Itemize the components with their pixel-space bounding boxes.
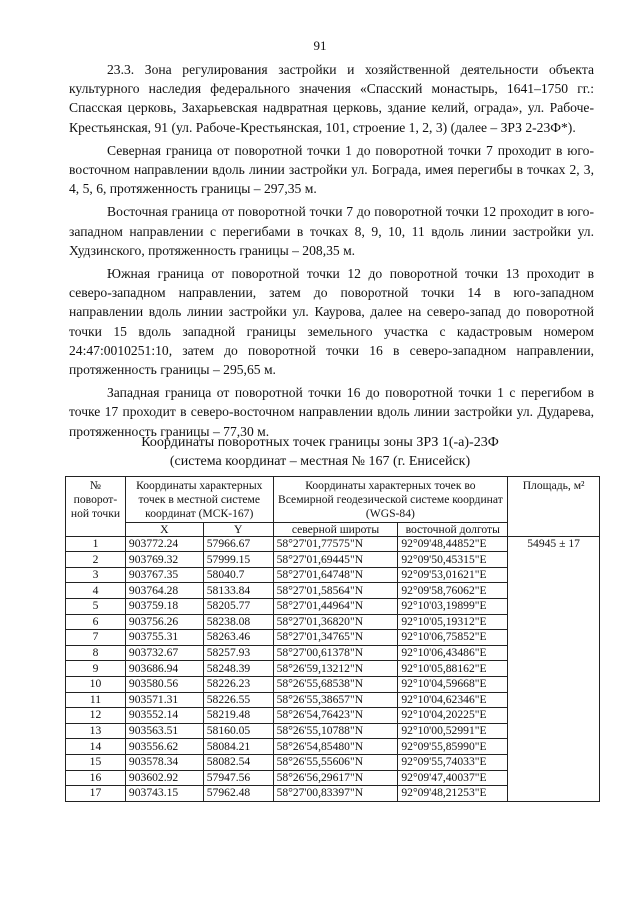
cell-longitude: 92°09'50,45315"E xyxy=(398,552,508,568)
cell-x: 903767.35 xyxy=(125,567,203,583)
cell-latitude: 58°27'01,77575"N xyxy=(273,536,398,552)
cell-latitude: 58°27'00,83397"N xyxy=(273,786,398,802)
cell-longitude: 92°10'06,75852"E xyxy=(398,630,508,646)
cell-longitude: 92°10'06,43486"E xyxy=(398,645,508,661)
cell-longitude: 92°09'55,85990"E xyxy=(398,739,508,755)
cell-point: 14 xyxy=(66,739,126,755)
cell-y: 57999.15 xyxy=(203,552,273,568)
paragraph-north-border: Северная граница от поворотной точки 1 до поворотной точки 7 проходит в юго-восточном направлении вдоль линии застройки ул. Бограда, имея перегибы в точках 2, 3, 4, 5, 6, протяженность границы – 297,35 м. xyxy=(69,142,594,197)
caption-line-1: Координаты поворотных точек границы зоны ЗРЗ 1(-а)-23Ф xyxy=(141,435,499,450)
cell-x: 903755.31 xyxy=(125,630,203,646)
header-wgs-coordinates: Координаты характерных точек во Всемирной геодезической системе координат (WGS-84) xyxy=(273,477,508,523)
cell-longitude: 92°10'05,88162"E xyxy=(398,661,508,677)
cell-latitude: 58°26'56,29617"N xyxy=(273,770,398,786)
cell-area: 54945 ± 17 xyxy=(508,536,600,801)
cell-latitude: 58°26'54,85480"N xyxy=(273,739,398,755)
cell-point: 10 xyxy=(66,676,126,692)
header-x: X xyxy=(125,522,203,536)
cell-point: 3 xyxy=(66,567,126,583)
cell-point: 7 xyxy=(66,630,126,646)
cell-latitude: 58°27'01,44964"N xyxy=(273,598,398,614)
cell-longitude: 92°09'55,74033"E xyxy=(398,754,508,770)
paragraph-south-border: Южная граница от поворотной точки 12 до поворотной точки 13 проходит в северо-западном направлении, затем до поворотной точки 14 в юго-западном направлении вдоль линии застройки ул. Каурова, далее на северо-запад до поворотной точки 15 вдоль западной границы земельного участка с кадастровым номером 24:47:0010251:10, затем до поворотной точки 16 в северо-западном направлении, протяженность границы – 295,65 м. xyxy=(69,266,594,378)
cell-point: 8 xyxy=(66,645,126,661)
cell-latitude: 58°26'55,10788"N xyxy=(273,723,398,739)
cell-x: 903556.62 xyxy=(125,739,203,755)
cell-y: 58082.54 xyxy=(203,754,273,770)
cell-point: 11 xyxy=(66,692,126,708)
cell-x: 903756.26 xyxy=(125,614,203,630)
cell-latitude: 58°27'01,69445"N xyxy=(273,552,398,568)
cell-latitude: 58°26'54,76423"N xyxy=(273,708,398,724)
cell-latitude: 58°27'01,36820"N xyxy=(273,614,398,630)
cell-latitude: 58°26'55,68538"N xyxy=(273,676,398,692)
header-latitude: северной широты xyxy=(273,522,398,536)
cell-y: 58040.7 xyxy=(203,567,273,583)
cell-latitude: 58°27'00,61378"N xyxy=(273,645,398,661)
cell-x: 903772.24 xyxy=(125,536,203,552)
cell-y: 58238.08 xyxy=(203,614,273,630)
page-number: 91 xyxy=(313,38,327,53)
cell-x: 903563.51 xyxy=(125,723,203,739)
cell-longitude: 92°09'58,76062"E xyxy=(398,583,508,599)
cell-x: 903732.67 xyxy=(125,645,203,661)
cell-point: 17 xyxy=(66,786,126,802)
cell-x: 903686.94 xyxy=(125,661,203,677)
cell-point: 6 xyxy=(66,614,126,630)
cell-y: 58084.21 xyxy=(203,739,273,755)
cell-latitude: 58°26'55,55606"N xyxy=(273,754,398,770)
cell-y: 58263.46 xyxy=(203,630,273,646)
cell-x: 903743.15 xyxy=(125,786,203,802)
cell-point: 9 xyxy=(66,661,126,677)
header-y: Y xyxy=(203,522,273,536)
cell-x: 903580.56 xyxy=(125,676,203,692)
cell-point: 12 xyxy=(66,708,126,724)
cell-y: 58133.84 xyxy=(203,583,273,599)
cell-x: 903571.31 xyxy=(125,692,203,708)
cell-longitude: 92°10'05,19312"E xyxy=(398,614,508,630)
cell-latitude: 58°26'55,38657"N xyxy=(273,692,398,708)
cell-y: 58257.93 xyxy=(203,645,273,661)
cell-latitude: 58°26'59,13212"N xyxy=(273,661,398,677)
cell-x: 903769.32 xyxy=(125,552,203,568)
coordinates-table xyxy=(65,476,600,802)
cell-point: 4 xyxy=(66,583,126,599)
cell-point: 16 xyxy=(66,770,126,786)
cell-latitude: 58°27'01,58564"N xyxy=(273,583,398,599)
cell-longitude: 92°09'48,44852"E xyxy=(398,536,508,552)
cell-point: 1 xyxy=(66,536,126,552)
cell-y: 57962.48 xyxy=(203,786,273,802)
cell-x: 903759.18 xyxy=(125,598,203,614)
table-row xyxy=(66,536,600,552)
cell-x: 903764.28 xyxy=(125,583,203,599)
cell-x: 903552.14 xyxy=(125,708,203,724)
cell-point: 13 xyxy=(66,723,126,739)
cell-longitude: 92°10'04,20225"E xyxy=(398,708,508,724)
cell-latitude: 58°27'01,64748"N xyxy=(273,567,398,583)
cell-x: 903578.34 xyxy=(125,754,203,770)
table-caption xyxy=(0,433,640,471)
paragraph-zone-title: 23.3. Зона регулирования застройки и хозяйственной деятельности объекта культурного наследия федерального значения «Спасский монастырь, 1641–1750 гг.: Спасская церковь, Захарьевская надвратная церковь, здание келий, ограда», ул. Рабоче-Крестьянская, 91 (ул. Рабоче-Крестьянская, 101, строение 1, 2, 3) (далее – ЗРЗ 2-23Ф*). xyxy=(69,62,594,135)
cell-longitude: 92°10'04,62346"E xyxy=(398,692,508,708)
header-local-coordinates: Координаты характерных точек в местной системе координат (МСК-167) xyxy=(125,477,273,523)
cell-y: 58205.77 xyxy=(203,598,273,614)
body-text xyxy=(69,60,594,445)
cell-y: 58219.48 xyxy=(203,708,273,724)
cell-longitude: 92°09'47,40037"E xyxy=(398,770,508,786)
cell-y: 58248.39 xyxy=(203,661,273,677)
table-header-row xyxy=(66,477,600,523)
cell-x: 903602.92 xyxy=(125,770,203,786)
cell-longitude: 92°10'04,59668"E xyxy=(398,676,508,692)
paragraph-west-border: Западная граница от поворотной точки 16 до поворотной точки 1 с перегибом в точке 17 проходит в северо-восточном направлении вдоль линии застройки ул. Дударева, протяженность границы – 77,30 м. xyxy=(69,385,594,439)
header-longitude: восточной долготы xyxy=(398,522,508,536)
cell-y: 58226.23 xyxy=(203,676,273,692)
cell-y: 58226.55 xyxy=(203,692,273,708)
paragraph-east-border: Восточная граница от поворотной точки 7 до поворотной точки 12 проходит в юго-западном направлении с перегибами в точках 8, 9, 10, 11 вдоль линии застройки ул. Худзинского, протяженность границы – 208,35 м. xyxy=(69,204,594,258)
cell-point: 5 xyxy=(66,598,126,614)
cell-y: 57947.56 xyxy=(203,770,273,786)
header-area: Площадь, м² xyxy=(508,477,600,537)
cell-longitude: 92°10'03,19899"E xyxy=(398,598,508,614)
cell-point: 2 xyxy=(66,552,126,568)
cell-longitude: 92°09'53,01621"E xyxy=(398,567,508,583)
cell-y: 57966.67 xyxy=(203,536,273,552)
caption-line-2: (система координат – местная № 167 (г. Енисейск) xyxy=(169,454,471,469)
cell-longitude: 92°09'48,21253"E xyxy=(398,786,508,802)
cell-longitude: 92°10'00,52991"E xyxy=(398,723,508,739)
cell-y: 58160.05 xyxy=(203,723,273,739)
cell-point: 15 xyxy=(66,754,126,770)
header-point-number: № поворот-ной точки xyxy=(66,477,126,537)
cell-latitude: 58°27'01,34765"N xyxy=(273,630,398,646)
